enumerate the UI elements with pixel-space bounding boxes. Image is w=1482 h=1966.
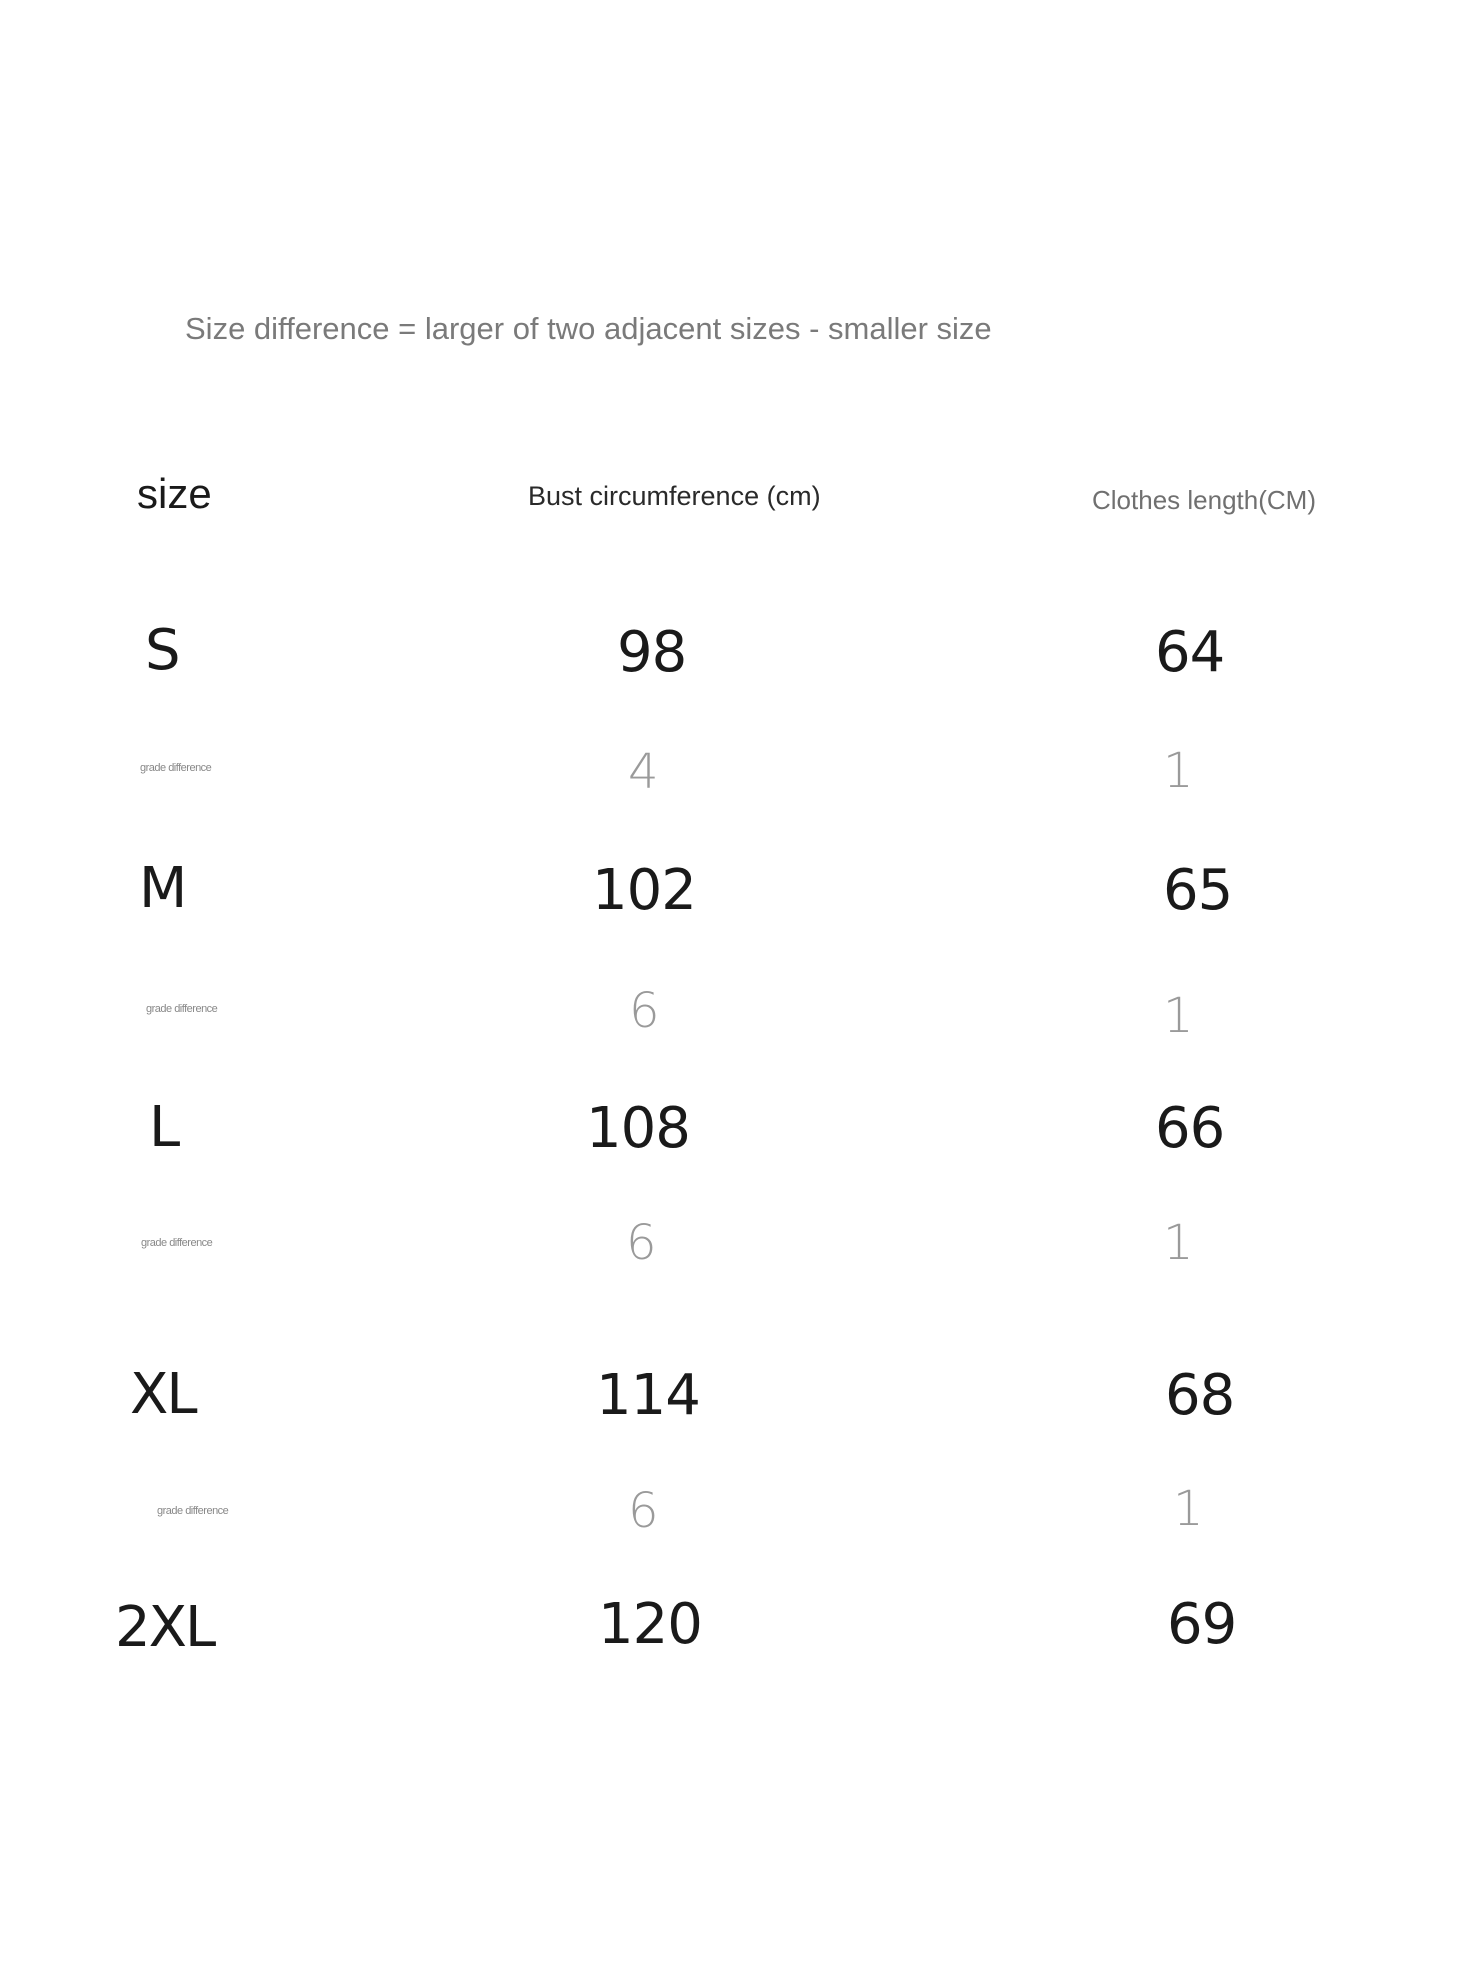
bust-difference-value: 6	[626, 1215, 657, 1271]
grade-difference-label: grade difference	[140, 762, 212, 774]
bust-value-s: 98	[617, 620, 687, 685]
length-value-l: 66	[1155, 1096, 1225, 1161]
size-label-m: M	[139, 856, 186, 921]
size-label-s: S	[145, 618, 179, 683]
length-value-2xl: 69	[1167, 1592, 1237, 1657]
bust-value-xl: 114	[596, 1363, 700, 1428]
bust-value-m: 102	[592, 858, 696, 923]
size-label-l: L	[149, 1095, 179, 1160]
bust-difference-value: 6	[628, 1483, 659, 1539]
length-value-xl: 68	[1165, 1363, 1235, 1428]
length-value-s: 64	[1155, 620, 1225, 685]
length-difference-value: 1	[1173, 1481, 1204, 1537]
grade-difference-label: grade difference	[146, 1003, 218, 1015]
size-difference-note: Size difference = larger of two adjacent sizes - smaller size	[185, 311, 992, 346]
bust-value-l: 108	[586, 1096, 690, 1161]
bust-column-header: Bust circumference (cm)	[528, 481, 821, 511]
length-difference-value: 1	[1163, 743, 1194, 799]
length-difference-value: 1	[1163, 988, 1194, 1044]
bust-difference-value: 6	[629, 983, 660, 1039]
grade-difference-label: grade difference	[141, 1237, 213, 1249]
length-value-m: 65	[1163, 858, 1233, 923]
size-label-xl: XL	[130, 1362, 196, 1427]
bust-difference-value: 4	[628, 744, 659, 800]
length-difference-value: 1	[1163, 1215, 1194, 1271]
grade-difference-label: grade difference	[157, 1505, 229, 1517]
size-label-2xl: 2XL	[115, 1595, 215, 1660]
bust-value-2xl: 120	[598, 1592, 702, 1657]
length-column-header: Clothes length(CM)	[1092, 485, 1316, 515]
size-column-header: size	[137, 470, 212, 517]
